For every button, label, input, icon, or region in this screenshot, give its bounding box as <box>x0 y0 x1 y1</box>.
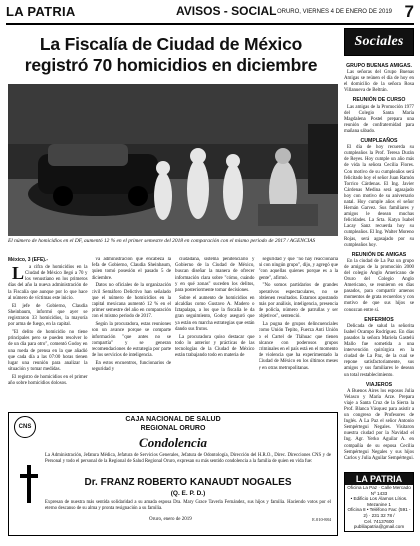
section-title: AVISOS - SOCIAL <box>176 4 277 18</box>
paragraph: El registro de homicidios en el primer año sobre homicidios dolosos. <box>8 375 88 387</box>
masthead-box <box>344 472 414 532</box>
condolence-prayer: Expresan de nuestra más sentida solidaridad a su amada esposa Dra. Mary Grace Taverla Fernández, sus hijos y familia. Haciendo votos por el eterno descanso de su alma y pronta resignación a su familia. <box>45 500 331 511</box>
article-byline: México, 3 (EFE).- <box>8 257 49 263</box>
drop-cap: L <box>12 262 25 283</box>
masthead-line: Oficina 8 • Teléfono Fax: (591 - 2) · 231 32 78 / <box>347 507 411 518</box>
paragraph: Sobre el aumento de homicidios en alcaldías como Gustavo A. Madero o Iztapalapa, a los que la fiscalía le da gran seguimiento, Godoy aseguró que ya están en marcha estrategias que están dando sus frutos. <box>175 295 255 332</box>
paragraph: Datos no oficiales de la organización civil Semáforo Delictivo han señalado que el número de homicidios en la capital mexicana aumentó 12 % en el primer semestre del año en comparación con el mismo periodo de 2017. <box>91 283 171 320</box>
note-text: Delicada de salud la señorita Isabel Ocampo Rodríguez. En días pasados la señora Mariela Gastelú Mallo fue sometida a una intervención quirúrgica en la ciudad de La Paz, de la cual se repone satisfactoriamente, sus amigos y sus familiares le desean un total restablecimiento. <box>344 323 414 378</box>
article-body <box>8 257 338 407</box>
photo-caption: El número de homicidios en el DF, aumentó 12 % en el primer semestre del 2018 en comparación con el mismo periodo de 2017 / AGENCIAS <box>8 238 316 244</box>
article-column-4 <box>259 257 339 407</box>
paragraph: ciudadana, sistema penitenciario y Gobierno de la Ciudad de México, buscan diseñar la manera de ofrecer información clara sobre "cómo, cuándo y en qué zonas" suceden los delitos, para posteriormente tomar decisiones. <box>175 257 255 294</box>
social-notes <box>344 60 414 460</box>
headline-line-1: La Fiscalía de Ciudad de México <box>39 34 303 54</box>
logo-text: CNS <box>18 424 32 430</box>
paragraph: a cifra de homicidios en la Ciudad de México llegó a 70 y los venustiano en los primeros días del año la nueva administración de la Fiscalía que aunque por lo que hace al número de víctimas este inicio. <box>8 264 88 301</box>
note-heading: VIAJEROS <box>365 381 393 388</box>
paragraph: La pugna de grupos delincuenciales como Unión Tepito, Fuerza Anti Unión o el Cartel de Tláhuac que tienen alcance con poderosos grupos criminales en el país está en el momento de violencia que ha experimentado la Ciudad de México en los últimos meses y en otras metropolitanas. <box>258 322 338 371</box>
paragraph: En estos encuentros, funcionarios de seguridad y <box>91 361 171 373</box>
paragraph: La procuradora quiso destacar que todo lo anterior y prácticas de las tecnologías de la Ciudad de México están trabajando todo en materia de <box>175 334 255 359</box>
article-headline <box>6 34 336 76</box>
paragraph: El jefe de Gobierno, Claudia Sheinbaum, informó que ayer se registraron 33 homicidios, la mayoría por arma de fuego, en la capital. <box>8 303 88 328</box>
article-column-3 <box>175 257 255 407</box>
paragraph: seguridad y que "no hay reaccionaria ni con ningún grupo", dijo, y agregó que "con aquellas quienes porque es a la gente", afirmó. <box>258 257 338 281</box>
crime-scene-photo <box>8 84 338 236</box>
condolence-notice <box>8 412 338 536</box>
sociales-banner <box>344 28 414 56</box>
masthead-name: LA PATRIA <box>345 473 413 485</box>
masthead-line: Oficina La Paz · Calle Mercado Nº 1433 <box>347 485 411 496</box>
note-text: A Buenos Aires los esposos Julia Velasco y María Arze. Prepara viaje a Santa Cruz de la Sierra la Prof. Blanca Vásquez para asistir a un congreso de Profesores de Inglés. A La Paz el señor Antonio Sempértegui Negales. Visitaron nuestra ciudad por la Navidad el Ing. Agr. Yerko Aguilar A. en compañía de su esposa Cecilia Sempértegui Negales y sus hijos Carlos y Julia Aguilar Sempértegui. <box>344 388 414 460</box>
masthead-email: Cel. 74137600 publilapatria@gmail.com <box>353 518 405 530</box>
note-text: El día de hoy recuerda su cumpleaños la Prof. Teresa Durán de Reyes. Hoy cumple un año más de vida la señora Cecilia Flores. Con motivo de su cumpleaños será felicitado hoy el señor Juan Ramón Torrico Cárdenas. El Ing. Javier Cárdenas Medina será agasajado hoy con motivo de su aniversario natal. Hoy cumple años el señor Hernán Garvez. Sus familiares y amigos le desean muchas felicidades. La Srta. Katya Isabel Lacay Sanz recuerda hoy su cumpleaños. El Ing. Walter Moreno Rojas, será agasajado por su cumpleaños hoy. <box>344 145 414 248</box>
deceased-name: Dr. FRANZ ROBERTO KANAUDT NOGALES <box>84 477 292 488</box>
note-heading: REUNIÓN DE CURSO <box>352 97 406 104</box>
note-heading: GRUPO BUENAS AMIGAS. <box>346 63 412 69</box>
notice-code: E.010-884 <box>312 517 331 522</box>
cross-icon <box>17 463 41 505</box>
social-sidebar <box>344 28 414 540</box>
page-number: 7 <box>404 2 414 21</box>
condolence-title: Condolencia <box>139 435 207 450</box>
paragraph: "El delito de homicidio no tiene principales pero se pueden resolver lo de un día para otro", comentó Godoy en una rueda de prensa en la que añadió que cada día a las 07:00 horas tienen lugar una reunión para analizar la situación y tomar medidas. <box>8 330 88 373</box>
condolence-text: La Administración, Jefatura Médica, Jefatura de Servicios Generales, Jefatura de Odontología, Dirección del H.R.O., Direc. Direcciones CNS y de Personal y todo el personal de la Regional de Salud Regional Oruro, expresan su más sentido condolencia a la familia de quien en vida fue: <box>45 453 331 464</box>
paragraph: va administración que encabeza la Jefa de Gobierno, Claudia Sheinbaum, quien tomó posesión el pasado 5 de diciembre. <box>91 257 171 281</box>
paragraph: Según la procuradora, estas reuniones son un avance porque se comparte información "que antes no se compartía" y se generan recomendaciones de estrategia por parte de los servicios de inteligencia. <box>91 322 171 359</box>
photo-illustration <box>8 84 338 236</box>
article-column-1 <box>8 257 88 407</box>
masthead-line: • Edificio Los Álamos Lírios. Mezanine 1 <box>350 496 408 507</box>
note-text: Las señoras del Grupo Buenas Amigas se reúnen el día de hoy en el domicilio de la señora Rosa Villanueva de Beltrán. <box>344 70 414 94</box>
note-heading: ENFERMOS <box>364 316 394 323</box>
condolence-org-line-1: CAJA NACIONAL DE SALUD <box>125 416 221 423</box>
headline-line-2: registró 70 homicidios en diciembre <box>24 55 318 75</box>
note-text: En la ciudad de La Paz un grupo de amigas de la promoción 2000 del colegio Anglo Americano de Oruro del Colegio Anglo Americano, se reunieron en días pasados, para compartir amenos momentos de grata recuerdos y con motivo de que sus hijos se conozcan entre sí. <box>344 258 414 313</box>
article-column-2 <box>92 257 172 407</box>
condolence-org-line-2: REGIONAL ORURO <box>140 425 206 432</box>
note-text: Las amigas de la Promoción 1977 del Colegio Santa María Magdalena Postel prepara una reunión de confraternidad para mañana sábado. <box>344 104 414 134</box>
note-heading: REUNIÓN DE AMIGAS <box>351 251 407 258</box>
issue-date: ORURO, VIERNES 4 DE ENERO DE 2019 <box>276 9 392 15</box>
paragraph: "No somos partidarios de grandes operativos espectaculares, no se obtienen resultados. Estamos apostando más por análisis, inteligencia, presencia de policía, número de patrullas y ser objetivos", sentenció. <box>258 283 338 320</box>
rip-abbreviation: (Q. E. P. D.) <box>170 490 206 497</box>
condolence-date: Oruro, enero de 2019 <box>149 517 192 522</box>
newspaper-brand: LA PATRIA <box>6 4 76 19</box>
page-header <box>6 3 414 25</box>
banner-title: Sociales <box>354 34 404 49</box>
note-heading: CUMPLEAÑOS <box>360 138 398 145</box>
